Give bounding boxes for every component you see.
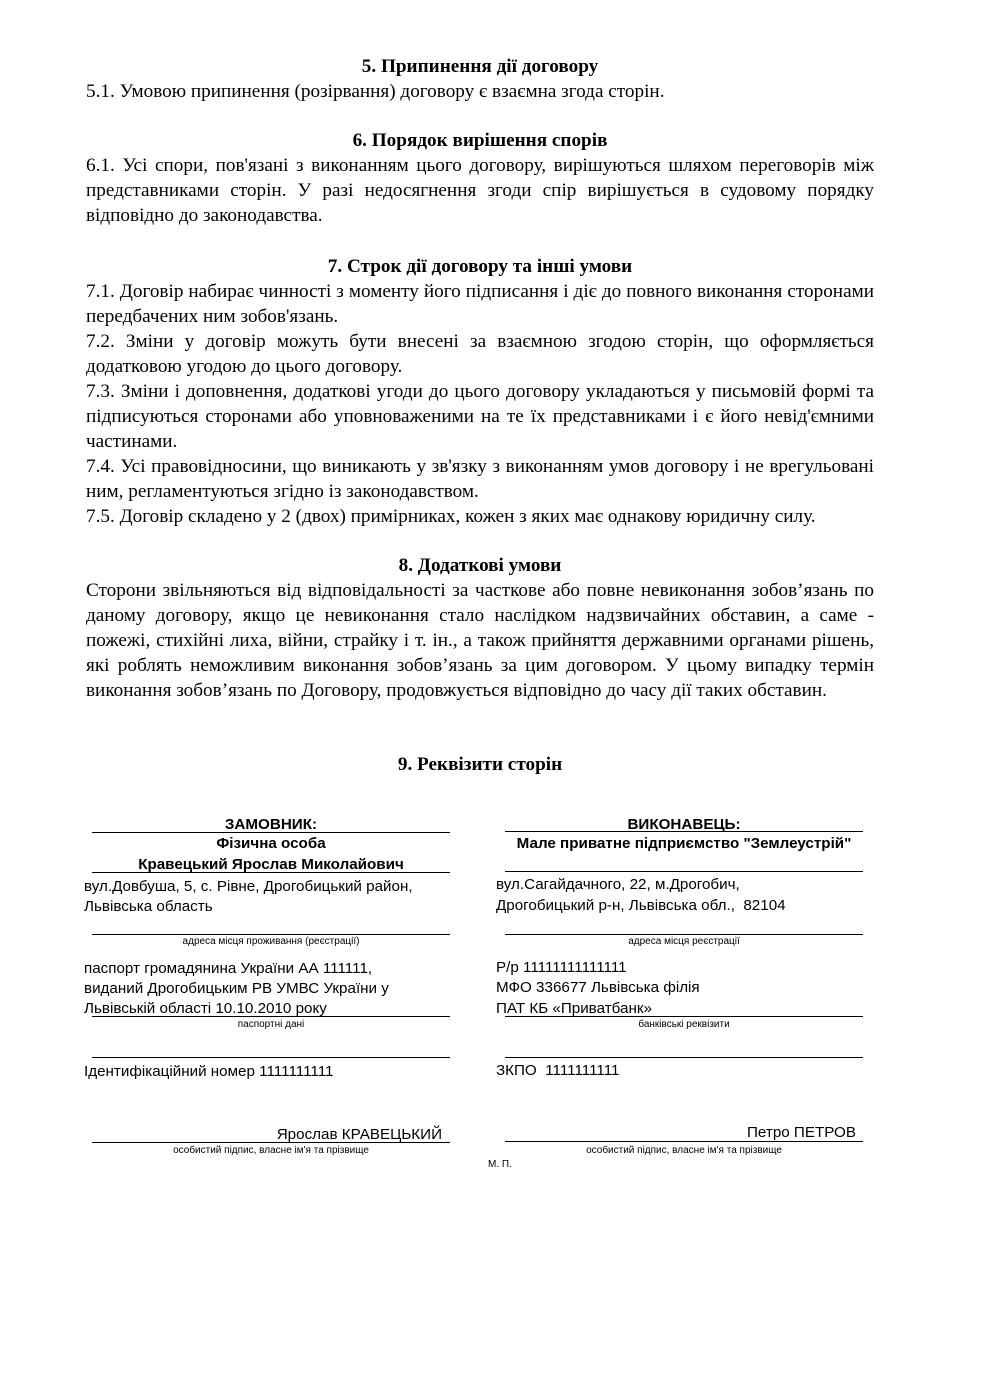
section-5: [86, 54, 874, 104]
contractor-address-caption: адреса місця реєстрації: [628, 936, 740, 947]
contractor-bank-caption: банківські реквізити: [638, 1019, 730, 1030]
customer-tax-id: Ідентифікаційний номер 1111111111: [84, 1063, 334, 1080]
contractor-address-underline: [505, 934, 863, 935]
section-7-paragraph-1: 7.1. Договір набирає чинності з моменту його підписання і діє до повного виконання сторонами передбачених ним зобов'язань.: [86, 281, 874, 327]
customer-address-caption: адреса місця проживання (реєстрації): [182, 936, 360, 947]
stamp-place-label: М. П.: [488, 1159, 512, 1170]
contractor-bank-line-2: МФО 336677 Львівська філія: [496, 979, 700, 996]
section-9-title: 9. Реквізити сторін: [397, 754, 563, 775]
section-8-title: 8. Додаткові умови: [398, 555, 562, 576]
customer-passport-line-2: виданий Дрогобицьким РВ УМВС України у: [84, 980, 389, 997]
customer-signature-name: Ярослав КРАВЕЦЬКИЙ: [276, 1126, 442, 1143]
section-7-paragraph-3: 7.3. Зміни і доповнення, додаткові угоди до цього договору укладаються у письмовій формі та підписуються сторонами або уповноваженими на те їх представниками і є його невід'ємними частинами.: [86, 381, 874, 452]
contractor-bank-line-1: Р/р 11111111111111: [496, 959, 627, 976]
contractor-signature-caption: особистий підпис, власне ім'я та прізвище: [586, 1145, 782, 1156]
section-7-paragraph-5: 7.5. Договір складено у 2 (двох) примірниках, кожен з яких має однакову юридичну силу.: [86, 506, 816, 527]
customer-tax-id-topline: [92, 1057, 450, 1058]
section-6-title: 6. Порядок вирішення спорів: [352, 130, 608, 151]
customer-name: Кравецький Ярослав Миколайович: [138, 856, 404, 873]
customer-signature-line: [92, 1142, 450, 1143]
contractor-edrpou: ЗКПО 1111111111: [496, 1062, 620, 1079]
contractor-edrpou-topline: [505, 1057, 863, 1058]
customer-name-underline: [92, 872, 450, 873]
customer-address-line-2: Львівська область: [84, 898, 213, 915]
customer-passport-line-1: паспорт громадянина України АА 111111,: [84, 960, 373, 977]
section-9: [86, 752, 874, 777]
contractor-bank-line-3: ПАТ КБ «Приватбанк»: [496, 1000, 652, 1017]
section-7: [86, 254, 874, 529]
section-8-paragraph-1: Сторони звільняються від відповідальності за часткове або повне невиконання зобов’язань по даному договору, якщо це невиконання стало наслідком надзвичайних обставин, а саме - пожежі, стихійні лиха, війни, страйку і т. ін., а також прийняття державними органами рішень, які роблять неможливим виконання зобов’язань за цим договором. У цьому випадку термін виконання зобов’язань по Договору, продовжується відповідно до часу дії таких обставин.: [86, 580, 874, 701]
contractor-name: Мале приватне підприємство "Землеустрій": [516, 835, 852, 852]
contractor-address-line-2: Дрогобицький р-н, Львівська обл., 82104: [496, 897, 786, 914]
section-5-title: 5. Припинення дії договору: [361, 56, 599, 77]
customer-passport-underline: [92, 1016, 450, 1017]
contractor-name-underline: [505, 871, 863, 872]
contractor-role: ВИКОНАВЕЦЬ:: [627, 816, 741, 833]
customer-passport-line-3: Львівській області 10.10.2010 року: [84, 1000, 327, 1017]
contractor-bank-underline: [505, 1016, 863, 1017]
section-7-title: 7. Строк дії договору та інші умови: [327, 256, 633, 277]
contractor-role-underline: [505, 831, 863, 832]
customer-passport-caption: паспортні дані: [237, 1019, 305, 1030]
contractor-address-line-1: вул.Сагайдачного, 22, м.Дрогобич,: [496, 876, 740, 893]
customer-type: Фізична особа: [216, 835, 326, 852]
section-7-paragraph-2: 7.2. Зміни у договір можуть бути внесені за взаємною згодою сторін, що оформляється додатковою угодою до цього договору.: [86, 331, 874, 377]
customer-signature-caption: особистий підпис, власне ім'я та прізвище: [173, 1145, 369, 1156]
section-5-paragraph-1: 5.1. Умовою припинення (розірвання) договору є взаємна згода сторін.: [86, 81, 665, 102]
customer-address-line-1: вул.Довбуша, 5, с. Рівне, Дрогобицький район,: [84, 878, 413, 895]
customer-role: ЗАМОВНИК:: [224, 816, 318, 833]
customer-address-underline: [92, 934, 450, 935]
section-6-paragraph-1: 6.1. Усі спори, пов'язані з виконанням цього договору, вирішуються шляхом переговорів між представниками сторін. У разі недосягнення згоди спір вирішується в судовому порядку відповідно до законодавства.: [86, 155, 874, 226]
section-6: [86, 128, 874, 228]
section-7-paragraph-4: 7.4. Усі правовідносини, що виникають у зв'язку з виконанням умов договору і не врегульовані ним, регламентуються згідно із законодавством.: [86, 456, 874, 502]
contractor-signature-line: [505, 1141, 863, 1142]
section-8: [86, 553, 874, 703]
contractor-signature-name: Петро ПЕТРОВ: [747, 1124, 856, 1141]
